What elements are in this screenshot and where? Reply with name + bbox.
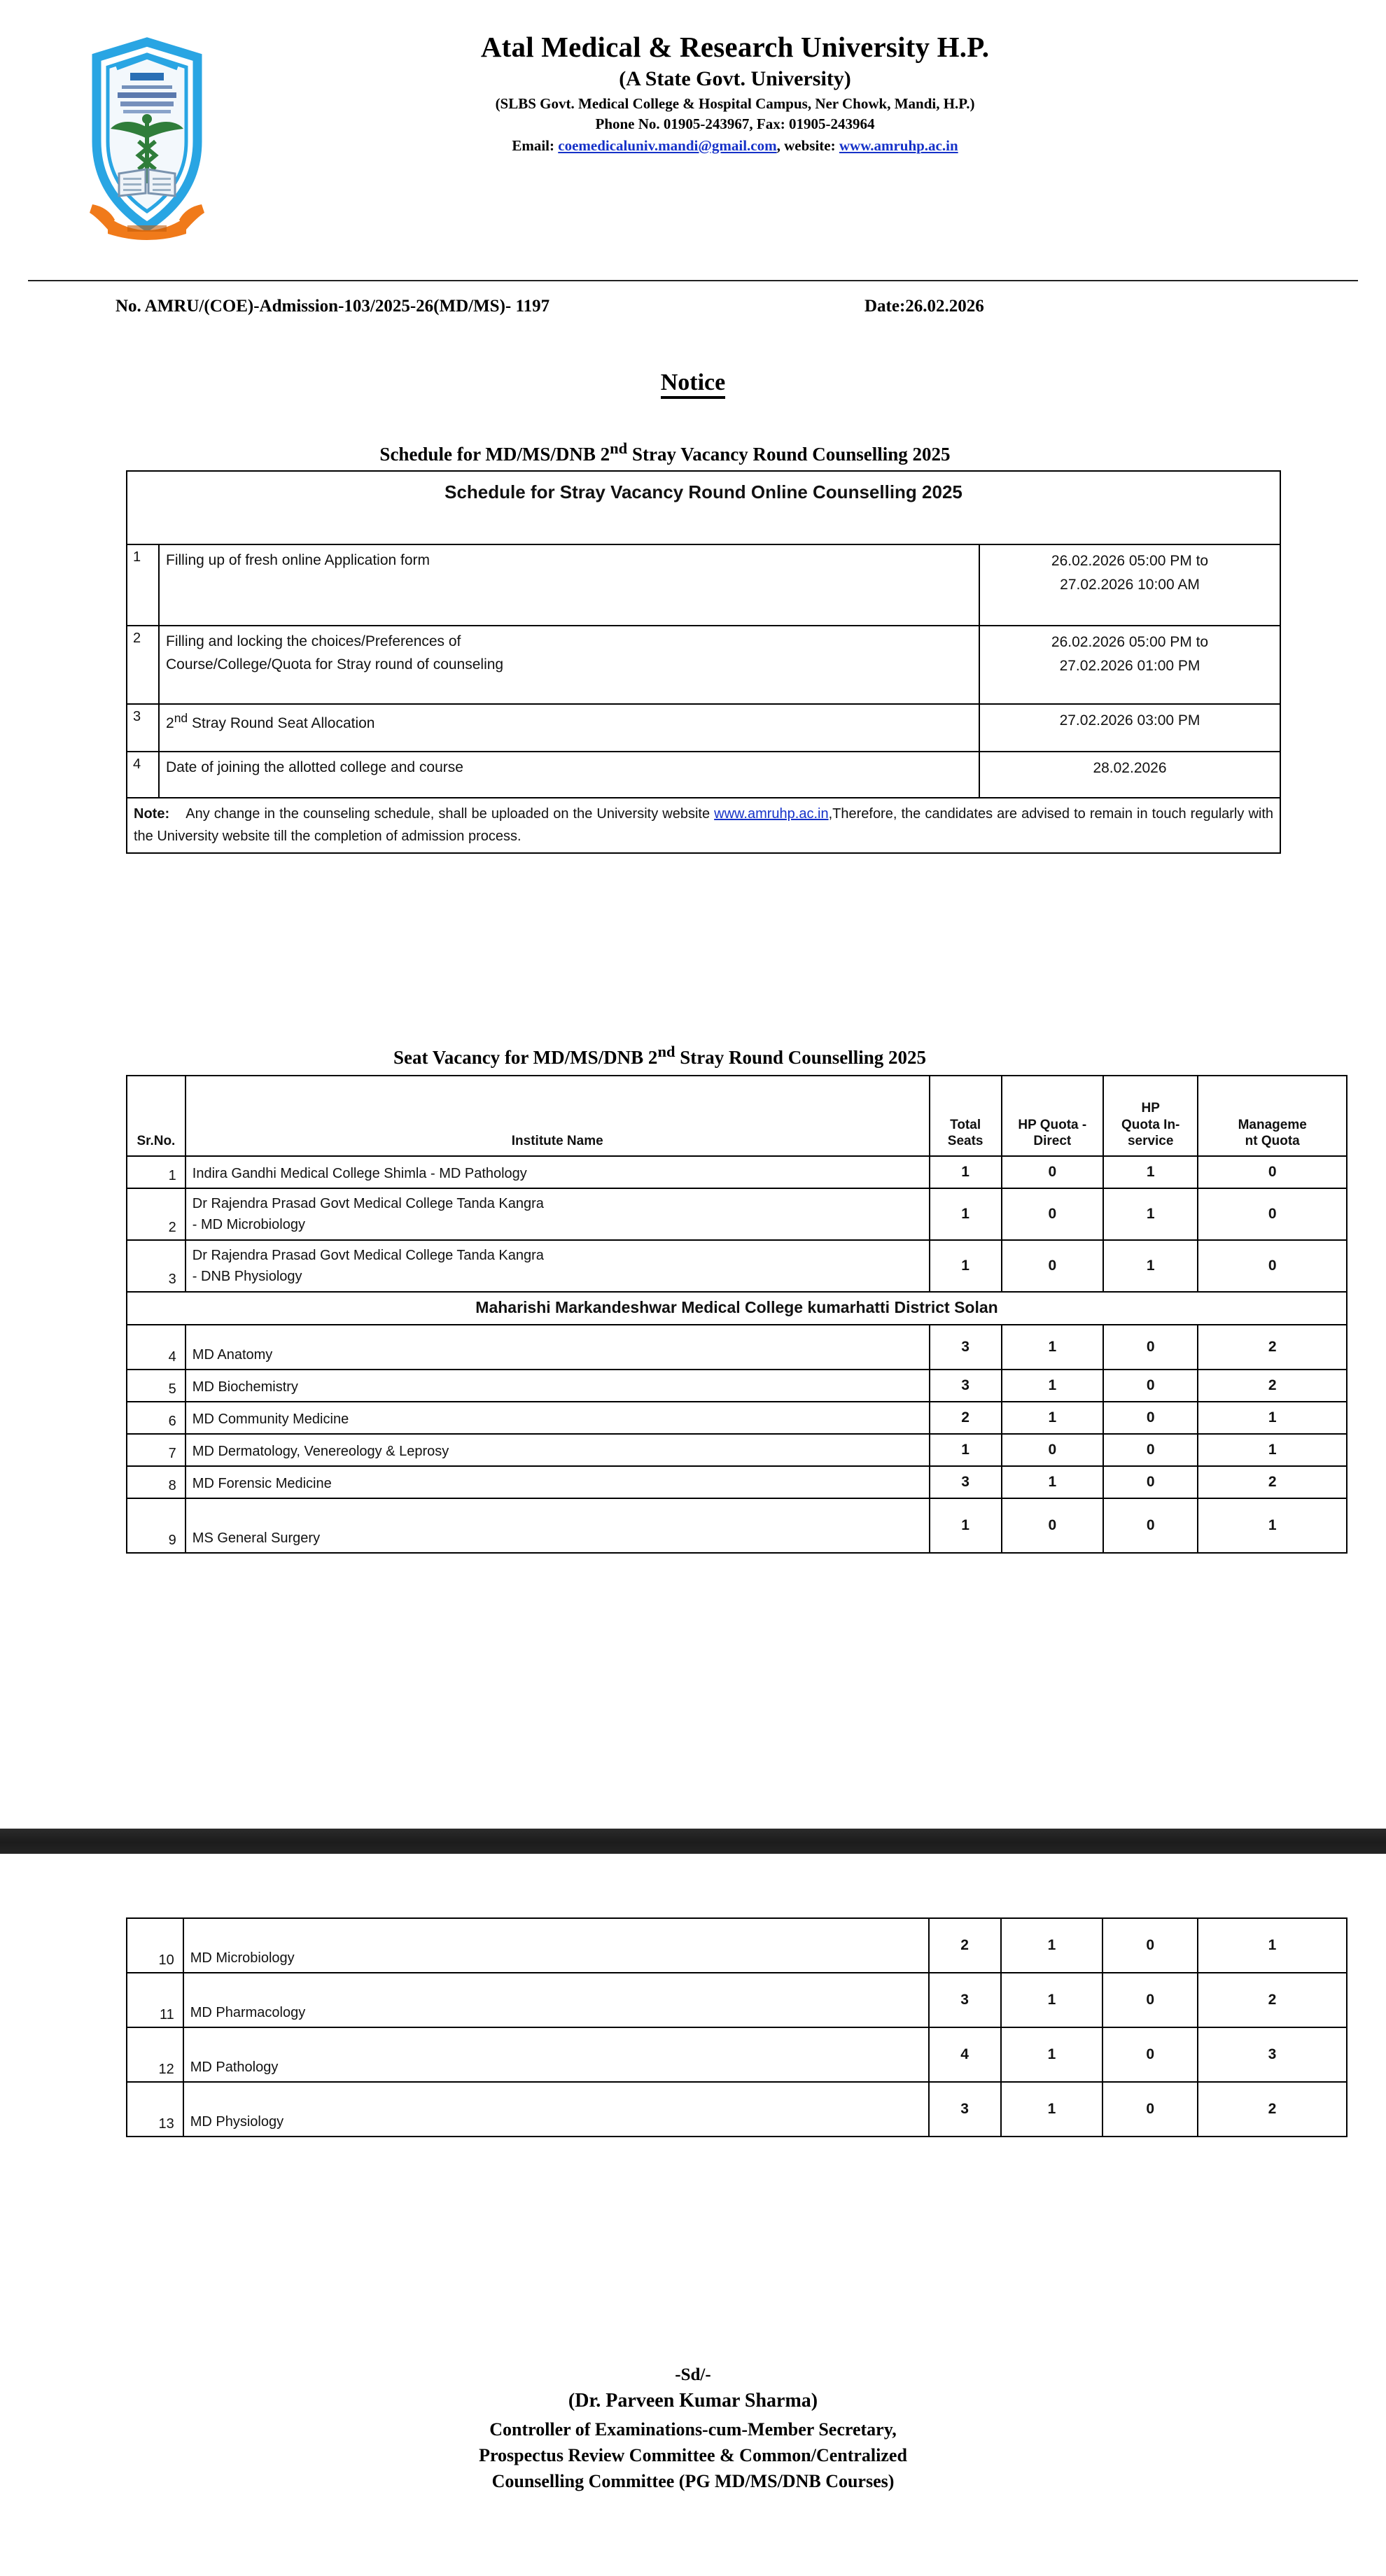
signatory-name: (Dr. Parveen Kumar Sharma) <box>568 2390 818 2412</box>
email-label: Email: <box>512 136 555 154</box>
row-direct: 0 <box>1002 1188 1103 1240</box>
table-row <box>127 1973 1347 2027</box>
schedule-row-activity <box>159 626 979 704</box>
schedule-row-date: 28.02.2026 <box>979 752 1280 798</box>
row-sr: 3 <box>127 1240 186 1292</box>
note-text-part-2: ,Therefore, the candidates are advised to remain in touch regularly with the University website till the completion of admission process. <box>134 806 1274 845</box>
row-direct: 1 <box>1002 1402 1103 1434</box>
notice-heading-text: Notice <box>661 369 726 399</box>
row-total: 3 <box>930 1325 1002 1370</box>
institute-line-1: Dr Rajendra Prasad Govt Medical College Tanda Kangra <box>192 1196 544 1211</box>
row-total: 2 <box>930 1402 1002 1434</box>
table-row <box>127 798 1280 853</box>
row-sr: 5 <box>127 1370 186 1402</box>
letterhead-text <box>203 32 1183 155</box>
column-header-management-quota <box>1198 1076 1347 1156</box>
date-line-2: 27.02.2026 10:00 AM <box>1060 576 1200 593</box>
website-label: , website: <box>776 136 836 154</box>
row-direct: 1 <box>1001 1918 1103 1973</box>
university-phone-fax: Phone No. 01905-243967, Fax: 01905-243964 <box>595 115 875 133</box>
row-inservice: 0 <box>1102 1973 1198 2027</box>
row-management: 0 <box>1198 1156 1347 1188</box>
institute-line-2: - MD Microbiology <box>192 1217 305 1232</box>
column-header-total-seats <box>930 1076 1002 1156</box>
table-row <box>127 626 1280 704</box>
institute-line-2: - DNB Physiology <box>192 1269 302 1284</box>
group-header-college: Maharishi Markandeshwar Medical College kumarhatti District Solan <box>127 1292 1347 1325</box>
row-management: 1 <box>1198 1434 1347 1466</box>
header-divider <box>28 280 1358 281</box>
note-website-link[interactable]: www.amruhp.ac.in <box>714 806 829 822</box>
direct-line-1: HP Quota - <box>1018 1117 1087 1132</box>
total-line-2: Seats <box>947 1134 983 1149</box>
activity-line-2: Course/College/Quota for Stray round of counseling <box>166 656 504 673</box>
row-sr: 1 <box>127 1156 186 1188</box>
schedule-row-activity: Filling up of fresh online Application form <box>159 544 979 626</box>
schedule-row-date <box>979 626 1280 704</box>
row-direct: 1 <box>1002 1466 1103 1498</box>
reference-date: Date:26.02.2026 <box>864 297 984 316</box>
row-inservice: 0 <box>1103 1466 1198 1498</box>
row-sr: 6 <box>127 1402 186 1434</box>
table-row <box>127 1498 1347 1553</box>
schedule-table-title: Schedule for Stray Vacancy Round Online Counselling 2025 <box>127 471 1280 544</box>
row-institute: MD Pharmacology <box>183 1973 929 2027</box>
reference-number: No. AMRU/(COE)-Admission-103/2025-26(MD/MS)- 1197 <box>115 297 550 316</box>
table-row <box>127 704 1280 752</box>
row-management: 2 <box>1198 1370 1347 1402</box>
row-total: 1 <box>930 1156 1002 1188</box>
row-management: 2 <box>1198 1325 1347 1370</box>
row-institute <box>186 1188 930 1240</box>
row-management: 2 <box>1198 2082 1347 2137</box>
direct-line-2: Direct <box>1033 1134 1072 1149</box>
row-total: 3 <box>929 1973 1001 2027</box>
table-row <box>127 1918 1347 1973</box>
row-management: 1 <box>1198 1498 1347 1553</box>
row-inservice: 0 <box>1102 2027 1198 2082</box>
row-inservice: 0 <box>1103 1498 1198 1553</box>
row-inservice: 0 <box>1103 1434 1198 1466</box>
signatory-designation-line-1: Controller of Examinations-cum-Member Secretary, <box>489 2419 897 2440</box>
seat-vacancy-table-page2 <box>126 1917 1348 2137</box>
date-line-1: 26.02.2026 05:00 PM to <box>1051 634 1209 650</box>
table-group-header-row <box>127 1292 1347 1325</box>
row-direct: 1 <box>1002 1325 1103 1370</box>
row-institute: MD Microbiology <box>183 1918 929 1973</box>
inservice-line-2: Quota In- <box>1121 1117 1180 1132</box>
column-header-institute: Institute Name <box>186 1076 930 1156</box>
row-total: 1 <box>930 1498 1002 1553</box>
row-sr: 9 <box>127 1498 186 1553</box>
table-row <box>127 752 1280 798</box>
row-total: 4 <box>929 2027 1001 2082</box>
row-direct: 1 <box>1002 1370 1103 1402</box>
row-institute: MS General Surgery <box>186 1498 930 1553</box>
row-management: 0 <box>1198 1240 1347 1292</box>
table-row <box>127 1240 1347 1292</box>
total-line-1: Total <box>950 1117 981 1132</box>
table-row <box>127 2027 1347 2082</box>
signature-sd: -Sd/- <box>675 2365 711 2384</box>
institute-line-1: Dr Rajendra Prasad Govt Medical College Tanda Kangra <box>192 1248 544 1263</box>
row-institute: MD Pathology <box>183 2027 929 2082</box>
row-sr: 10 <box>127 1918 183 1973</box>
schedule-row-date <box>979 544 1280 626</box>
row-management: 1 <box>1198 1918 1347 1973</box>
website-link[interactable]: www.amruhp.ac.in <box>839 136 958 154</box>
reference-line <box>0 297 1386 316</box>
schedule-row-sr: 3 <box>127 704 159 752</box>
schedule-note <box>127 798 1280 853</box>
table-row <box>127 471 1280 544</box>
signature-block <box>0 2365 1386 2495</box>
schedule-row-sr: 4 <box>127 752 159 798</box>
inservice-line-3: service <box>1127 1134 1174 1149</box>
row-direct: 0 <box>1002 1156 1103 1188</box>
row-institute: MD Physiology <box>183 2082 929 2137</box>
row-institute: MD Anatomy <box>186 1325 930 1370</box>
page-title <box>0 369 1386 396</box>
email-link[interactable]: coemedicaluniv.mandi@gmail.com <box>558 136 777 154</box>
row-total: 1 <box>930 1188 1002 1240</box>
column-header-hp-quota-direct <box>1002 1076 1103 1156</box>
row-sr: 12 <box>127 2027 183 2082</box>
activity-line-1: Filling and locking the choices/Preferences of <box>166 633 461 649</box>
row-total: 1 <box>930 1434 1002 1466</box>
row-sr: 8 <box>127 1466 186 1498</box>
table-row <box>127 544 1280 626</box>
signatory-designation-line-2: Prospectus Review Committee & Common/Centralized <box>479 2444 907 2465</box>
row-direct: 0 <box>1002 1498 1103 1553</box>
inservice-line-1: HP <box>1141 1100 1160 1115</box>
column-header-hp-quota-inservice <box>1103 1076 1198 1156</box>
row-inservice: 1 <box>1103 1156 1198 1188</box>
seat-vacancy-table-page1 <box>126 1075 1348 1554</box>
note-text-part-1: Any change in the counseling schedule, shall be uploaded on the University website <box>186 806 710 822</box>
schedule-row-activity: 2nd Stray Round Seat Allocation <box>159 704 979 752</box>
table-header-row <box>127 1076 1347 1156</box>
row-direct: 1 <box>1001 2027 1103 2082</box>
note-label: Note: <box>134 806 170 822</box>
row-institute: Indira Gandhi Medical College Shimla - MD Pathology <box>186 1156 930 1188</box>
row-inservice: 1 <box>1103 1240 1198 1292</box>
row-inservice: 0 <box>1103 1402 1198 1434</box>
row-management: 2 <box>1198 1973 1347 2027</box>
row-management: 2 <box>1198 1466 1347 1498</box>
table-row <box>127 1434 1347 1466</box>
row-institute: MD Community Medicine <box>186 1402 930 1434</box>
schedule-row-sr: 1 <box>127 544 159 626</box>
row-institute <box>186 1240 930 1292</box>
table-row <box>127 1466 1347 1498</box>
row-total: 3 <box>929 2082 1001 2137</box>
table-row <box>127 1402 1347 1434</box>
row-total: 3 <box>930 1370 1002 1402</box>
row-management: 3 <box>1198 2027 1347 2082</box>
table-row <box>127 1156 1347 1188</box>
row-inservice: 0 <box>1103 1370 1198 1402</box>
schedule-row-activity: Date of joining the allotted college and course <box>159 752 979 798</box>
table-row <box>127 1325 1347 1370</box>
row-direct: 0 <box>1002 1434 1103 1466</box>
date-line-1: 26.02.2026 05:00 PM to <box>1051 553 1209 569</box>
row-management: 1 <box>1198 1402 1347 1434</box>
table-row <box>127 1370 1347 1402</box>
row-total: 3 <box>930 1466 1002 1498</box>
management-line-1: Manageme <box>1238 1117 1307 1132</box>
logo-svg <box>84 36 210 246</box>
university-address: (SLBS Govt. Medical College & Hospital Campus, Ner Chowk, Mandi, H.P.) <box>495 95 975 113</box>
row-sr: 2 <box>127 1188 186 1240</box>
university-subtitle: (A State Govt. University) <box>619 67 851 91</box>
schedule-row-sr: 2 <box>127 626 159 704</box>
schedule-section-title: Schedule for MD/MS/DNB 2nd Stray Vacancy Round Counselling 2025 <box>379 439 951 465</box>
university-contact-line <box>287 136 1183 155</box>
signatory-designation-line-3: Counselling Committee (PG MD/MS/DNB Courses) <box>491 2470 895 2491</box>
row-sr: 13 <box>127 2082 183 2137</box>
row-direct: 1 <box>1001 2082 1103 2137</box>
letterhead <box>0 0 1386 155</box>
row-sr: 7 <box>127 1434 186 1466</box>
row-institute: MD Forensic Medicine <box>186 1466 930 1498</box>
row-total: 1 <box>930 1240 1002 1292</box>
row-sr: 11 <box>127 1973 183 2027</box>
row-inservice: 0 <box>1102 2082 1198 2137</box>
row-total: 2 <box>929 1918 1001 1973</box>
university-name: Atal Medical & Research University H.P. <box>480 31 990 63</box>
date-line-2: 27.02.2026 01:00 PM <box>1059 657 1200 674</box>
vacancy-section-title: Seat Vacancy for MD/MS/DNB 2nd Stray Round Counselling 2025 <box>393 1043 927 1068</box>
university-shield-caduceus-logo <box>84 36 210 246</box>
row-sr: 4 <box>127 1325 186 1370</box>
row-institute: MD Dermatology, Venereology & Leprosy <box>186 1434 930 1466</box>
schedule-row-date: 27.02.2026 03:00 PM <box>979 704 1280 752</box>
schedule-table <box>126 470 1281 854</box>
management-line-2: nt Quota <box>1245 1134 1300 1149</box>
row-direct: 0 <box>1002 1240 1103 1292</box>
row-inservice: 0 <box>1102 1918 1198 1973</box>
row-management: 0 <box>1198 1188 1347 1240</box>
column-header-sr: Sr.No. <box>127 1076 186 1156</box>
row-direct: 1 <box>1001 1973 1103 2027</box>
page-separator-band <box>0 1829 1386 1854</box>
table-row <box>127 1188 1347 1240</box>
row-inservice: 1 <box>1103 1188 1198 1240</box>
row-institute: MD Biochemistry <box>186 1370 930 1402</box>
table-row <box>127 2082 1347 2137</box>
row-inservice: 0 <box>1103 1325 1198 1370</box>
